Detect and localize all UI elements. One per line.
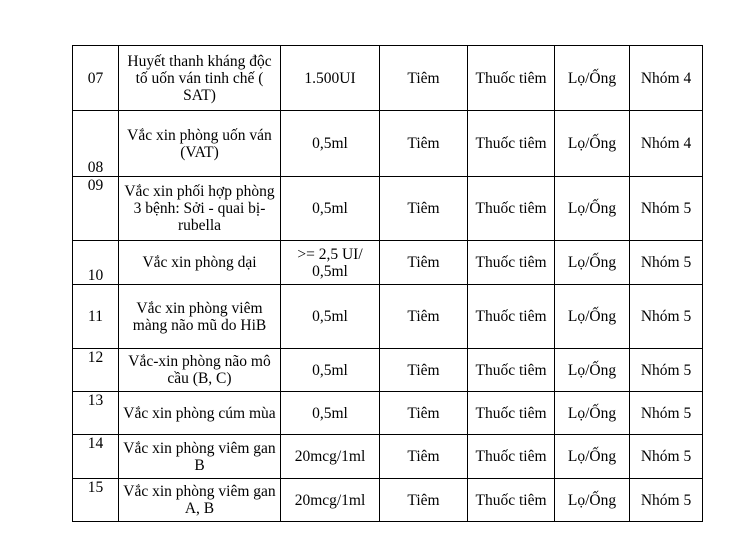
dose: 1.500UI	[281, 46, 380, 111]
dose: 20mcg/1ml	[281, 479, 380, 522]
route: Tiêm	[380, 349, 468, 392]
dosage-form: Thuốc tiêm	[468, 392, 555, 435]
vaccine-name: Vắc xin phòng dại	[119, 241, 281, 285]
dosage-form: Thuốc tiêm	[468, 177, 555, 241]
vaccine-name: Vắc xin phòng viêm màng não mũ do HiB	[119, 285, 281, 349]
packaging: Lọ/Ống	[555, 111, 630, 177]
vaccine-name: Vắc xin phòng viêm gan B	[119, 435, 281, 479]
dose: 0,5ml	[281, 349, 380, 392]
group: Nhóm 5	[630, 392, 703, 435]
route: Tiêm	[380, 479, 468, 522]
table-row	[73, 349, 703, 392]
dosage-form: Thuốc tiêm	[468, 111, 555, 177]
vaccine-name: Vắc-xin phòng não mô cầu (B, C)	[119, 349, 281, 392]
dosage-form: Thuốc tiêm	[468, 349, 555, 392]
vaccine-name: Vắc xin phòng viêm gan A, B	[119, 479, 281, 522]
drug-table	[72, 45, 703, 522]
route: Tiêm	[380, 241, 468, 285]
route: Tiêm	[380, 111, 468, 177]
dose: 0,5ml	[281, 285, 380, 349]
table-row	[73, 46, 703, 111]
row-number: 08	[73, 111, 119, 177]
row-number: 11	[73, 285, 119, 349]
dosage-form: Thuốc tiêm	[468, 479, 555, 522]
group: Nhóm 5	[630, 479, 703, 522]
vaccine-name: Vắc xin phòng cúm mùa	[119, 392, 281, 435]
route: Tiêm	[380, 46, 468, 111]
dose: 20mcg/1ml	[281, 435, 380, 479]
group: Nhóm 4	[630, 46, 703, 111]
packaging: Lọ/Ống	[555, 349, 630, 392]
vaccine-name: Huyết thanh kháng độc tố uốn ván tinh chế ( SAT)	[119, 46, 281, 111]
group: Nhóm 5	[630, 285, 703, 349]
dose: >= 2,5 UI/ 0,5ml	[281, 241, 380, 285]
packaging: Lọ/Ống	[555, 285, 630, 349]
group: Nhóm 5	[630, 435, 703, 479]
packaging: Lọ/Ống	[555, 241, 630, 285]
row-number: 09	[73, 177, 119, 241]
group: Nhóm 5	[630, 177, 703, 241]
group: Nhóm 4	[630, 111, 703, 177]
packaging: Lọ/Ống	[555, 392, 630, 435]
row-number: 10	[73, 241, 119, 285]
vaccine-name: Vắc xin phối hợp phòng 3 bệnh: Sởi - quai bị- rubella	[119, 177, 281, 241]
dosage-form: Thuốc tiêm	[468, 46, 555, 111]
vaccine-name: Vắc xin phòng uốn ván (VAT)	[119, 111, 281, 177]
table-row	[73, 111, 703, 177]
table-row	[73, 392, 703, 435]
route: Tiêm	[380, 285, 468, 349]
table-row	[73, 241, 703, 285]
group: Nhóm 5	[630, 241, 703, 285]
row-number: 07	[73, 46, 119, 111]
route: Tiêm	[380, 177, 468, 241]
dosage-form: Thuốc tiêm	[468, 435, 555, 479]
table-row	[73, 479, 703, 522]
row-number: 14	[73, 435, 119, 479]
table-row	[73, 285, 703, 349]
dose: 0,5ml	[281, 177, 380, 241]
table-row	[73, 435, 703, 479]
packaging: Lọ/Ống	[555, 46, 630, 111]
packaging: Lọ/Ống	[555, 479, 630, 522]
row-number: 13	[73, 392, 119, 435]
route: Tiêm	[380, 435, 468, 479]
group: Nhóm 5	[630, 349, 703, 392]
dose: 0,5ml	[281, 392, 380, 435]
table-row	[73, 177, 703, 241]
dosage-form: Thuốc tiêm	[468, 241, 555, 285]
row-number: 12	[73, 349, 119, 392]
dose: 0,5ml	[281, 111, 380, 177]
packaging: Lọ/Ống	[555, 177, 630, 241]
route: Tiêm	[380, 392, 468, 435]
row-number: 15	[73, 479, 119, 522]
dosage-form: Thuốc tiêm	[468, 285, 555, 349]
packaging: Lọ/Ống	[555, 435, 630, 479]
